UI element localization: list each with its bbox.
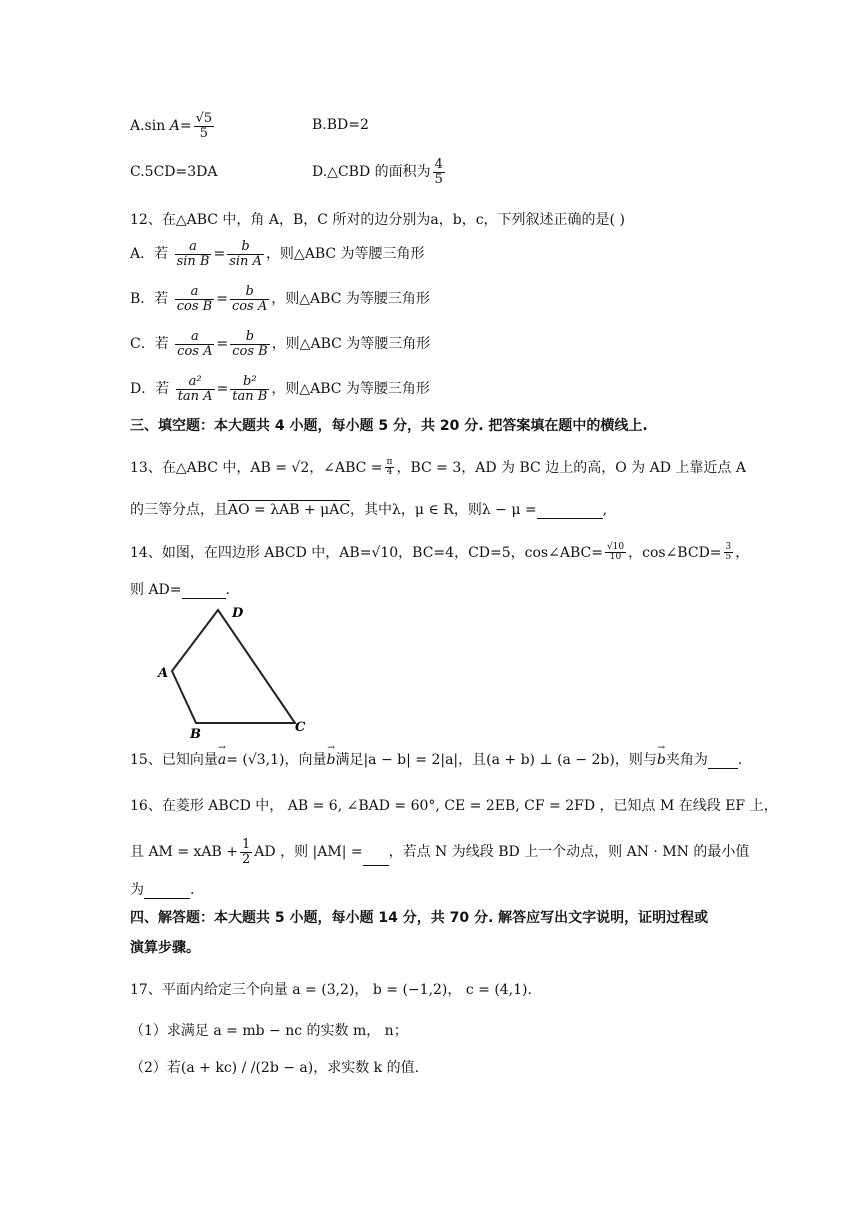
q13-pi-num: π (386, 457, 393, 467)
q11-d-den: 5 (434, 171, 443, 187)
q16-answer-blank-2[interactable] (144, 884, 190, 899)
q14-f2-den: 5 (725, 552, 732, 563)
q12-d-tail: ，则△ABC 为等腰三角形 (271, 381, 430, 398)
q13-line1-a: 13、在△ABC 中，AB = √2，∠ABC = (130, 459, 383, 476)
q12-option-a: A．若 $\frac{a}{\text{sin B}}$ = $\frac{b}{\text{sin A}}$ ，则△ABC 为等腰三角形 (130, 239, 425, 269)
q15-vec-b: → b (326, 752, 335, 769)
q15-text-a: 15、已知向量 (130, 752, 218, 768)
q12-b-d1: cos B (176, 298, 213, 314)
q16-half-fraction (240, 838, 252, 866)
q13-line2-b: ，其中λ，μ ∈ R，则λ − μ = (350, 502, 537, 518)
q11-option-d (312, 158, 447, 186)
q11-d-prefix: D.△CBD 的面积为 (312, 164, 431, 181)
q14-line2-end: . (225, 582, 230, 598)
q12-d-label: D．若 (130, 381, 170, 398)
q12-c-frac1 (175, 330, 214, 358)
q14-frac2 (724, 543, 734, 563)
q12-a-n1: a (175, 240, 212, 255)
q12-c-n1: a (175, 330, 214, 345)
q11-a-var: A (169, 118, 180, 135)
q12-d-d2: tan B (232, 388, 268, 404)
q12-d-frac2 (230, 375, 269, 403)
q14-f1-den: 10 (609, 552, 622, 563)
q15-text-d: |a − b| = 2|a|，且(a + b) ⊥ (a − 2b)，则 (363, 752, 643, 768)
q11-a-den: 5 (199, 125, 208, 141)
q15-answer-blank[interactable] (708, 754, 738, 769)
q13-vector-expr: AO = λAB + μAC (228, 502, 351, 518)
quadrilateral-figure (150, 595, 320, 745)
q13-line1-b: ，BC = 3，AD 为 BC 边上的高，O 为 AD 上靠近点 A (396, 459, 746, 476)
q15-vec-b2: → b (657, 752, 666, 769)
q16-line3-end: . (190, 882, 195, 898)
q16-line2-b: AD ，则 |AM| = (254, 844, 363, 861)
q13-pi-fraction (385, 458, 395, 478)
section-3-heading: 三、填空题：本大题共 4 小题，每小题 5 分，共 20 分. 把答案填在题中的横线上. (130, 418, 648, 434)
q16-line3-text: 为 (130, 882, 144, 898)
q11-a-num: √5 (195, 111, 213, 126)
q14-f2-num: 3 (725, 542, 732, 552)
q12-c-n2: b (230, 330, 269, 345)
q16-half-den: 2 (242, 851, 251, 867)
quadrilateral-shape (172, 610, 295, 723)
q17-part2: （2）若(a + kc) / /(2b − a)，求实数 k 的值. (130, 1060, 420, 1076)
q12-b-tail: ，则△ABC 为等腰三角形 (271, 291, 430, 308)
q14-line2-text: 则 AD= (130, 582, 182, 598)
q14-f1-num: √10 (606, 542, 625, 552)
q15-text-b: = (√3,1)，向量 (226, 752, 327, 768)
q12-a-frac2 (227, 240, 264, 268)
q11-option-c (130, 164, 217, 181)
q12-a-label: A．若 (130, 246, 169, 263)
q16-line2-a: 且 AM = xAB + (130, 844, 239, 861)
figure-label-b: B (190, 727, 201, 742)
figure-label-c: C (295, 720, 306, 735)
q12-c-label: C．若 (130, 336, 169, 353)
figure-label-d: D (232, 606, 244, 621)
figure-label-a: A (158, 666, 169, 681)
q15-line (130, 752, 742, 769)
q13-line1 (130, 458, 746, 478)
q11-a-prefix: A.sin (130, 118, 170, 135)
q12-a-d2: sin A (229, 253, 262, 269)
q15-text-c: 满足 (335, 752, 364, 768)
q12-a-n2: b (227, 240, 264, 255)
q16-line3 (130, 882, 194, 899)
q17-part1: （1）求满足 a = mb − nc 的实数 m， n； (130, 1023, 408, 1039)
q14-frac1 (605, 543, 626, 563)
q12-d-n2: b² (230, 375, 269, 390)
q14-line1 (130, 543, 749, 563)
q12-b-n2: b (230, 285, 269, 300)
q13-line2-a: 的三等分点，且 (130, 502, 228, 518)
q16-answer-blank-1[interactable] (363, 851, 389, 866)
q12-c-d2: cos B (232, 343, 268, 359)
q13-pi-den: 4 (386, 467, 393, 478)
q16-line1: 16、在菱形 ABCD 中， AB = 6, ∠BAD = 60°, CE = 2EB, CF = 2FD ，已知点 M 在线段 EF 上， (130, 798, 778, 814)
q11-d-fraction (433, 158, 445, 186)
q12-option-d: D．若 $\frac{\text{a²}}{\text{tan A}}$ = $\frac{\text{b²}}{\text{tan B}}$ ，则△ABC 为等腰三角形 (130, 374, 430, 404)
section-4-heading-line2: 演算步骤。 (130, 940, 200, 956)
q12-a-frac1 (175, 240, 212, 268)
q16-line2-c: ，若点 N 为线段 BD 上一个动点，则 AN · MN 的最小值 (388, 844, 750, 861)
q11-a-fraction (194, 112, 215, 140)
q12-b-d2: cos A (231, 298, 268, 314)
q15-vec-a: → a (218, 752, 226, 769)
q12-b-n1: a (175, 285, 214, 300)
q11-option-b (312, 117, 369, 134)
q11-d-num: 4 (434, 157, 443, 172)
q11-c-text: C.5CD=3DA (130, 164, 218, 180)
q12-d-d1: tan A (177, 388, 213, 404)
q14-line1-a: 14、如图，在四边形 ABCD 中，AB=√10，BC=4，CD=5，cos∠ABC= (130, 544, 603, 561)
q11-b-text: B.BD=2 (312, 117, 369, 133)
q15-end: . (737, 752, 743, 768)
q12-c-frac2 (230, 330, 269, 358)
q11-a-eq: = (179, 118, 192, 135)
q14-line1-b: ，cos∠BCD= (628, 544, 722, 561)
q13-line2-end: , (602, 502, 608, 518)
q15-text-e: 与 (642, 752, 657, 768)
q11-option-a (130, 112, 216, 140)
q13-line2 (130, 502, 607, 519)
q13-answer-blank[interactable] (537, 504, 603, 519)
q12-d-frac1 (176, 375, 215, 403)
q17-stem: 17、平面内给定三个向量 a = (3,2)， b = (−1,2)， c = (4,1). (130, 982, 532, 998)
q12-a-tail: ，则△ABC 为等腰三角形 (265, 246, 425, 263)
q16-line2 (130, 838, 749, 866)
q12-stem: 12、在△ABC 中，角 A，B，C 所对的边分别为a，b，c，下列叙述正确的是( ) (130, 212, 625, 228)
q12-b-frac1 (175, 285, 214, 313)
q12-d-n1: a² (176, 375, 215, 390)
q12-c-tail: ，则△ABC 为等腰三角形 (271, 336, 431, 353)
section-4-heading-line1: 四、解答题：本大题共 5 小题，每小题 14 分，共 70 分. 解答应写出文字说明，证明过程或 (130, 910, 709, 926)
q12-option-c: C．若 $\frac{a}{\text{cos A}}$ = $\frac{b}{\text{cos B}}$ ，则△ABC 为等腰三角形 (130, 329, 431, 359)
q12-b-label: B．若 (130, 291, 169, 308)
q12-option-b: B．若 $\frac{a}{\text{cos B}}$ = $\frac{b}{\text{cos A}}$ ，则△ABC 为等腰三角形 (130, 284, 430, 314)
q12-b-frac2 (230, 285, 269, 313)
q14-line1-end: ， (735, 544, 750, 561)
q16-half-num: 1 (242, 837, 251, 852)
q12-a-d1: sin B (176, 253, 210, 269)
q12-c-d1: cos A (177, 343, 213, 359)
q15-text-f: 夹角为 (665, 752, 708, 768)
